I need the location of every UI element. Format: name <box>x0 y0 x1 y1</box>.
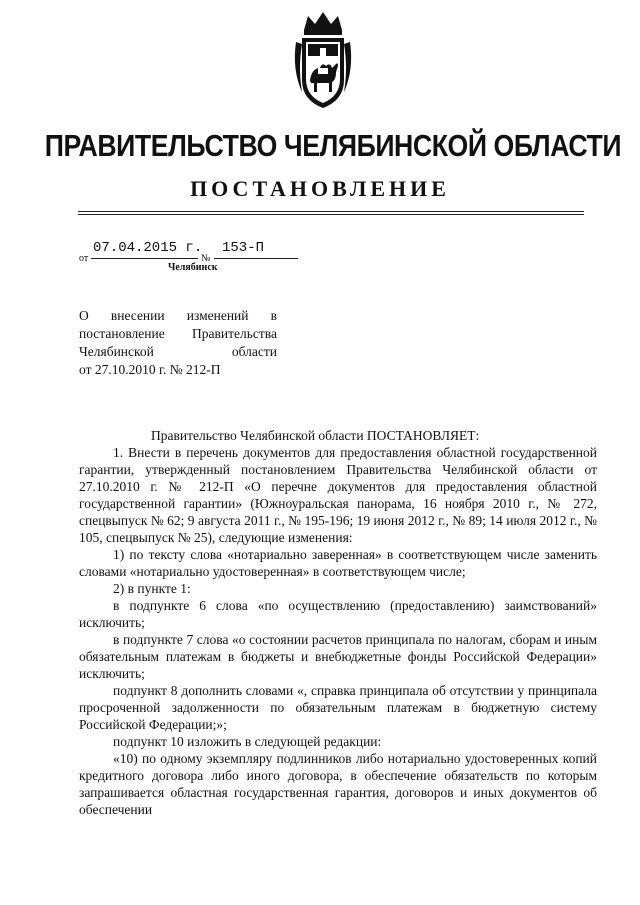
paragraph: в подпункте 7 слова «о состоянии расчетов принципала по налогам, сборам и иным обязательным платежам в бюджеты и внебюджетные фонды Российской Федерации» исключить; <box>79 632 597 681</box>
subject-line: от 27.10.2010 г. № 212-П <box>79 362 221 377</box>
paragraph: в подпункте 6 слова «по осуществлению (предоставлению) заимствований» исключить; <box>79 598 597 630</box>
preamble: Правительство Челябинской области ПОСТАНОВЛЯЕТ: <box>151 428 480 443</box>
header-divider <box>78 214 584 215</box>
coat-of-arms-icon <box>290 8 356 112</box>
subject-line: О внесении изменений в <box>79 308 277 323</box>
number-value: 153-П <box>222 240 265 256</box>
header-divider <box>78 211 584 212</box>
document-subject <box>79 307 277 379</box>
city-label: Челябинск <box>168 262 218 273</box>
paragraph: 2) в пункте 1: <box>113 581 191 596</box>
document-type: ПОСТАНОВЛЕНИЕ <box>190 176 450 201</box>
date-underline <box>91 258 198 259</box>
paragraph: «10) по одному экземпляру подлинников либо нотариально удостоверенных копий кредитного договора либо иного договора, в обеспечение обязательств по которым запрашивается областная государственная гарантия, договоров и иных документов об обеспечении <box>79 751 597 817</box>
paragraph: подпункт 10 изложить в следующей редакции: <box>113 734 382 749</box>
paragraph: 1) по тексту слова «нотариально заверенная» в соответствующем числе заменить словами «нотариально удостоверенная» в соответствующем числе; <box>79 547 597 579</box>
subject-line: Челябинской области <box>79 344 277 359</box>
subject-line: постановление Правительства <box>79 326 277 341</box>
paragraph: 1. Внести в перечень документов для предоставления областной государственной гарантии, утвержденный постановлением Правительства Челябинской области от 27.10.2010 г. № 212-П «О перечне документов для предоставления областной государственной гарантии» (Южноуральская панорама, 16 ноября 2010 г., № 272, спецвыпуск № 62; 9 августа 2011 г., № 195-196; 19 июня 2012 г., № 89; 14 июля 2012 г., № 105, спецвыпуск № 25), следующие изменения: <box>79 445 597 545</box>
date-value: 07.04.2015 г. <box>93 240 203 256</box>
document-body <box>79 427 597 818</box>
organization-title: ПРАВИТЕЛЬСТВО ЧЕЛЯБИНСКОЙ ОБЛАСТИ <box>44 128 622 163</box>
number-underline <box>214 258 298 259</box>
date-label: от <box>79 253 89 264</box>
number-label: № <box>201 253 211 264</box>
paragraph: подпункт 8 дополнить словами «, справка принципала об отсутствии у принципала просроченной задолженности по обязательным платежам в бюджетную систему Российской Федерации;»; <box>79 683 597 732</box>
